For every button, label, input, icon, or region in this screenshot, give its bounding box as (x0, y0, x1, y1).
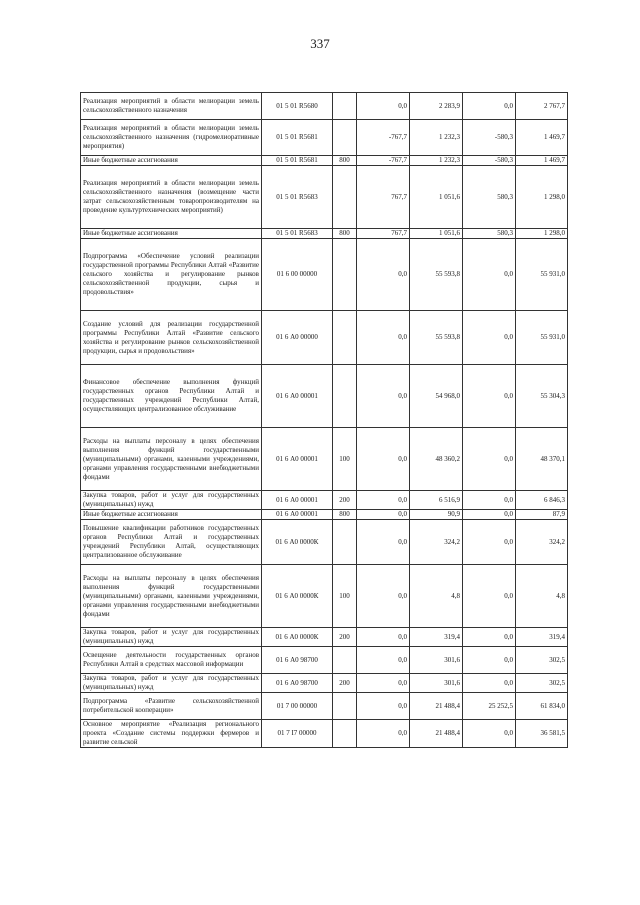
row-amount-4-cell: 324,2 (516, 520, 568, 565)
table-row (81, 647, 568, 674)
table-row (81, 166, 568, 229)
row-amount-1-cell: 0,0 (357, 491, 410, 510)
table-row (81, 720, 568, 748)
row-amount-4-cell: 55 304,3 (516, 365, 568, 428)
row-target-article-cell: 01 6 00 00000 (262, 239, 333, 311)
budget-table (80, 92, 568, 748)
row-target-article-cell: 01 7 I7 00000 (262, 720, 333, 748)
row-amount-3-cell: -580,3 (463, 156, 516, 166)
row-amount-2-cell: 301,6 (410, 647, 463, 674)
row-amount-1-cell: 0,0 (357, 693, 410, 720)
row-amount-4-cell: 36 581,5 (516, 720, 568, 748)
table-row (81, 239, 568, 311)
row-amount-2-cell: 1 051,6 (410, 229, 463, 239)
row-name-cell: Основное мероприятие «Реализация регионального проекта «Создание системы поддержки фермеров и развитие сельской (81, 720, 262, 748)
row-expense-type-cell: 200 (333, 674, 357, 693)
row-target-article-cell: 01 6 А0 00001 (262, 365, 333, 428)
row-amount-4-cell: 1 469,7 (516, 156, 568, 166)
row-amount-1-cell: 0,0 (357, 628, 410, 647)
row-amount-1-cell: -767,7 (357, 156, 410, 166)
row-expense-type-cell (333, 166, 357, 229)
row-name-cell: Реализация мероприятий в области мелиорации земель сельскохозяйственного назначения (гидромелиоративные мероприятия) (81, 120, 262, 156)
table-row (81, 520, 568, 565)
row-name-cell: Финансовое обеспечение выполнения функций государственных органов Республики Алтай и государственных учреждений Республики Алтай, осуществляющих централизованное обслуживание (81, 365, 262, 428)
row-amount-3-cell: 0,0 (463, 565, 516, 628)
row-name-cell: Закупка товаров, работ и услуг для государственных (муниципальных) нужд (81, 491, 262, 510)
row-amount-1-cell: 0,0 (357, 365, 410, 428)
row-target-article-cell: 01 5 01 R5681 (262, 120, 333, 156)
row-amount-2-cell: 301,6 (410, 674, 463, 693)
row-amount-1-cell: 0,0 (357, 510, 410, 520)
row-amount-2-cell: 6 516,9 (410, 491, 463, 510)
row-amount-3-cell: 25 252,5 (463, 693, 516, 720)
row-target-article-cell: 01 6 А0 00001 (262, 428, 333, 491)
table-row (81, 120, 568, 156)
row-target-article-cell: 01 6 А0 00000 (262, 311, 333, 365)
row-amount-3-cell: 0,0 (463, 674, 516, 693)
table-row (81, 491, 568, 510)
row-expense-type-cell (333, 120, 357, 156)
row-expense-type-cell (333, 647, 357, 674)
row-amount-2-cell: 54 968,0 (410, 365, 463, 428)
row-target-article-cell: 01 5 01 R5683 (262, 229, 333, 239)
row-expense-type-cell: 100 (333, 428, 357, 491)
row-name-cell: Освещение деятельности государственных органов Республики Алтай в средствах массовой информации (81, 647, 262, 674)
row-amount-4-cell: 48 370,1 (516, 428, 568, 491)
row-name-cell: Подпрограмма «Обеспечение условий реализации государственной программы Республики Алтай «Развитие сельского хозяйства и регулирование рынков сельскохозяйственной продукции, сырья и продовольствия» (81, 239, 262, 311)
row-amount-2-cell: 21 488,4 (410, 693, 463, 720)
row-amount-1-cell: 0,0 (357, 520, 410, 565)
row-target-article-cell: 01 5 01 R5681 (262, 156, 333, 166)
row-amount-1-cell: 0,0 (357, 565, 410, 628)
row-name-cell: Иные бюджетные ассигнования (81, 156, 262, 166)
row-amount-4-cell: 55 931,0 (516, 311, 568, 365)
table-row (81, 365, 568, 428)
row-amount-4-cell: 302,5 (516, 674, 568, 693)
row-amount-4-cell: 302,5 (516, 647, 568, 674)
row-amount-2-cell: 1 232,3 (410, 120, 463, 156)
row-name-cell: Реализация мероприятий в области мелиорации земель сельскохозяйственного назначения (81, 93, 262, 120)
row-amount-3-cell: 0,0 (463, 239, 516, 311)
row-amount-2-cell: 1 051,6 (410, 166, 463, 229)
row-target-article-cell: 01 6 А0 0000К (262, 520, 333, 565)
row-name-cell: Подпрограмма «Развитие сельскохозяйственной потребительской кооперации» (81, 693, 262, 720)
row-amount-1-cell: 767,7 (357, 229, 410, 239)
table-row (81, 628, 568, 647)
row-expense-type-cell: 800 (333, 229, 357, 239)
row-amount-4-cell: 6 846,3 (516, 491, 568, 510)
row-target-article-cell: 01 6 А0 98700 (262, 674, 333, 693)
row-amount-3-cell: 0,0 (463, 510, 516, 520)
row-amount-4-cell: 55 931,0 (516, 239, 568, 311)
table-row (81, 229, 568, 239)
row-expense-type-cell (333, 365, 357, 428)
row-amount-2-cell: 21 488,4 (410, 720, 463, 748)
row-amount-4-cell: 87,9 (516, 510, 568, 520)
row-target-article-cell: 01 6 А0 00001 (262, 510, 333, 520)
row-amount-4-cell: 1 298,0 (516, 229, 568, 239)
row-amount-2-cell: 48 360,2 (410, 428, 463, 491)
row-amount-3-cell: 580,3 (463, 229, 516, 239)
table-row (81, 693, 568, 720)
row-name-cell: Иные бюджетные ассигнования (81, 510, 262, 520)
row-amount-3-cell: 0,0 (463, 520, 516, 565)
table-row (81, 428, 568, 491)
page-number: 337 (310, 36, 330, 51)
row-expense-type-cell (333, 93, 357, 120)
table-row (81, 510, 568, 520)
row-expense-type-cell (333, 693, 357, 720)
row-amount-3-cell: -580,3 (463, 120, 516, 156)
row-amount-1-cell: 0,0 (357, 674, 410, 693)
table-row (81, 674, 568, 693)
row-target-article-cell: 01 6 А0 0000К (262, 565, 333, 628)
row-amount-2-cell: 1 232,3 (410, 156, 463, 166)
row-amount-3-cell: 580,3 (463, 166, 516, 229)
row-expense-type-cell (333, 239, 357, 311)
row-amount-2-cell: 324,2 (410, 520, 463, 565)
row-target-article-cell: 01 5 01 R5680 (262, 93, 333, 120)
row-name-cell: Расходы на выплаты персоналу в целях обеспечения выполнения функций государственными (муниципальными) органами, казенными учреждениями, органами управления государственными внебюджетными фондами (81, 428, 262, 491)
row-amount-1-cell: 0,0 (357, 720, 410, 748)
row-name-cell: Реализация мероприятий в области мелиорации земель сельскохозяйственного назначения (возмещение части затрат сельскохозяйственным товаропроизводителям на проведение культуртехнических мероприятий) (81, 166, 262, 229)
row-amount-2-cell: 90,9 (410, 510, 463, 520)
row-name-cell: Расходы на выплаты персоналу в целях обеспечения выполнения функций государственными (муниципальными) органами, казенными учреждениями, органами управления государственными внебюджетными фондами (81, 565, 262, 628)
row-amount-3-cell: 0,0 (463, 93, 516, 120)
table-row (81, 565, 568, 628)
row-expense-type-cell (333, 720, 357, 748)
row-amount-2-cell: 319,4 (410, 628, 463, 647)
row-name-cell: Создание условий для реализации государственной программы Республики Алтай «Развитие сельского хозяйства и регулирование рынков сельскохозяйственной продукции, сырья и продовольствия» (81, 311, 262, 365)
row-expense-type-cell: 200 (333, 628, 357, 647)
row-amount-3-cell: 0,0 (463, 491, 516, 510)
row-amount-3-cell: 0,0 (463, 311, 516, 365)
row-name-cell: Закупка товаров, работ и услуг для государственных (муниципальных) нужд (81, 674, 262, 693)
row-amount-4-cell: 4,8 (516, 565, 568, 628)
table-row (81, 156, 568, 166)
row-target-article-cell: 01 6 А0 98700 (262, 647, 333, 674)
row-amount-1-cell: 0,0 (357, 311, 410, 365)
row-expense-type-cell: 800 (333, 156, 357, 166)
row-expense-type-cell (333, 311, 357, 365)
row-expense-type-cell: 200 (333, 491, 357, 510)
row-amount-3-cell: 0,0 (463, 428, 516, 491)
row-amount-1-cell: 0,0 (357, 239, 410, 311)
row-amount-4-cell: 1 469,7 (516, 120, 568, 156)
row-amount-4-cell: 319,4 (516, 628, 568, 647)
row-target-article-cell: 01 5 01 R5683 (262, 166, 333, 229)
row-amount-2-cell: 4,8 (410, 565, 463, 628)
row-target-article-cell: 01 7 00 00000 (262, 693, 333, 720)
table-row (81, 93, 568, 120)
row-target-article-cell: 01 6 А0 0000К (262, 628, 333, 647)
row-expense-type-cell: 800 (333, 510, 357, 520)
row-amount-1-cell: 0,0 (357, 93, 410, 120)
row-amount-3-cell: 0,0 (463, 720, 516, 748)
row-amount-4-cell: 61 834,0 (516, 693, 568, 720)
row-amount-1-cell: 0,0 (357, 428, 410, 491)
row-amount-2-cell: 55 593,8 (410, 311, 463, 365)
row-expense-type-cell: 100 (333, 565, 357, 628)
row-target-article-cell: 01 6 А0 00001 (262, 491, 333, 510)
row-amount-1-cell: 0,0 (357, 647, 410, 674)
row-amount-3-cell: 0,0 (463, 628, 516, 647)
row-amount-1-cell: -767,7 (357, 120, 410, 156)
table-row (81, 311, 568, 365)
row-amount-1-cell: 767,7 (357, 166, 410, 229)
row-name-cell: Иные бюджетные ассигнования (81, 229, 262, 239)
row-amount-4-cell: 2 767,7 (516, 93, 568, 120)
row-name-cell: Закупка товаров, работ и услуг для государственных (муниципальных) нужд (81, 628, 262, 647)
row-amount-3-cell: 0,0 (463, 365, 516, 428)
row-amount-4-cell: 1 298,0 (516, 166, 568, 229)
row-amount-2-cell: 2 283,9 (410, 93, 463, 120)
row-amount-2-cell: 55 593,8 (410, 239, 463, 311)
row-expense-type-cell (333, 520, 357, 565)
row-name-cell: Повышение квалификации работников государственных органов Республики Алтай и государственных учреждений Республики Алтай, осуществляющих централизованное обслуживание (81, 520, 262, 565)
row-amount-3-cell: 0,0 (463, 647, 516, 674)
